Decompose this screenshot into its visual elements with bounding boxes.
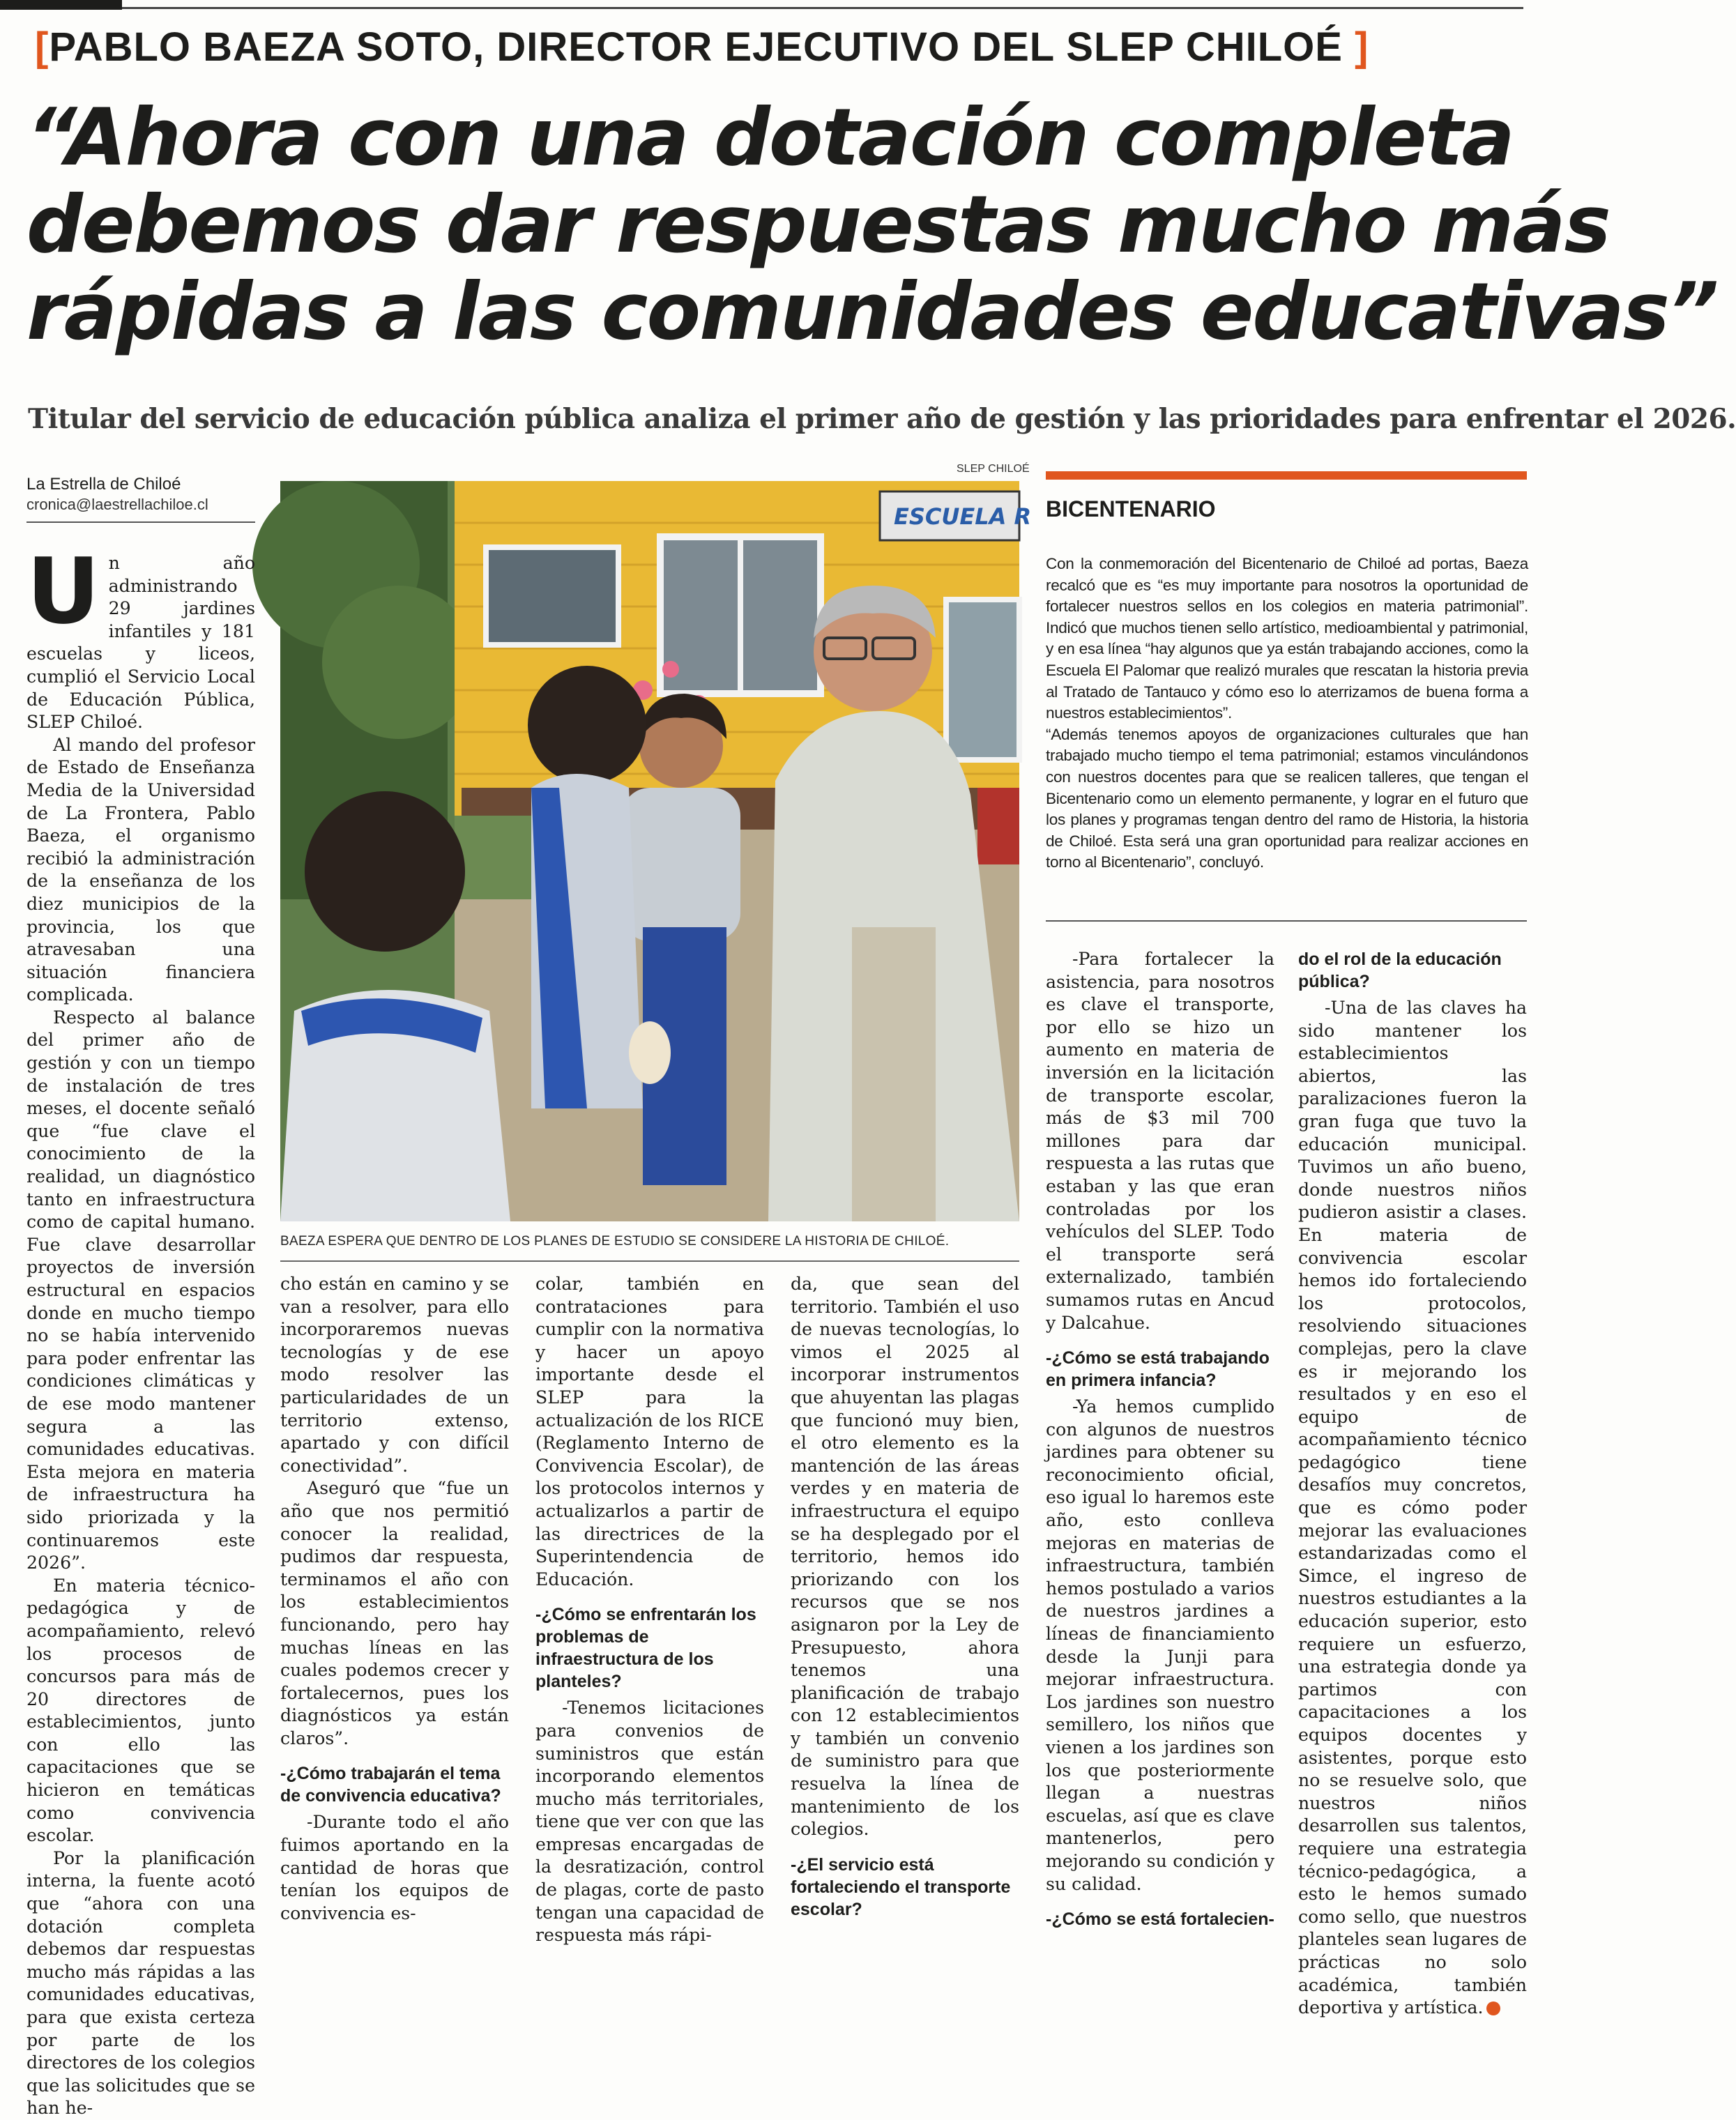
- paragraph: [1298, 997, 1527, 2020]
- column-6: [1298, 948, 1527, 2020]
- interview-question: -¿Cómo se está fortalecien-: [1046, 1909, 1274, 1930]
- sidebar-paragraph: “Además tenemos apoyos de organizaciones culturales que han trabajado mucho tiempo el tema patrimonial; estamos vinculándonos con nuestros docentes para que se realicen talleres, que tengan el Bicentenario como un elemento permanente, y lograr en el futuro que los planes y programas tengan dentro del ramo de Historia, la historia de Chiloé. Esta será una gran oportunidad para realizar acciones en torno al Bicentenario”, concluyó.: [1046, 725, 1528, 871]
- byline: [26, 474, 208, 514]
- interview-question: -¿Cómo trabajarán el tema de convivencia educativa?: [280, 1764, 501, 1806]
- top-rule: [122, 7, 1523, 9]
- paragraph-text: n año administrando 29 jardines infantiles y 181 escuelas y liceos, cumplió el Servicio Local de Educación Pública, SLEP Chiloé.: [26, 553, 255, 733]
- paragraph: cho están en camino y se van a resolver, para ello incorporaremos nuevas tecnologías y de ese modo resolver las particularidades de un territorio extenso, apartado y con difícil conectividad”.: [280, 1274, 509, 1476]
- paragraph: En materia técnico-pedagógica y de acompañamiento, relevó los procesos de concursos para más de 20 directores de establecimientos, junto con ello las capacitaciones que se hicieron en temáticas como convivencia escolar.: [26, 1575, 255, 1846]
- dropcap: U: [26, 538, 100, 644]
- paragraph: -Para fortalecer la asistencia, para nosotros es clave el transporte, por ello se hizo un aumento en materia de inversión en la licitación de transporte escolar, más de $3 mil 700 millones para dar respuesta a las rutas que estaban y las que eran controladas por los vehículos del SLEP. Todo el transporte será externalizado, también sumamos rutas en Ancud y Dalcahue.: [1046, 949, 1274, 1333]
- byline-rule: [26, 521, 255, 523]
- byline-name: La Estrella de Chiloé: [26, 475, 181, 494]
- kicker-open-bracket: [: [35, 24, 50, 70]
- paragraph: Aseguró que “fue un año que nos permitió conocer la realidad, pudimos dar respuesta, terminamos el año con los establecimientos funcionando, pero hay muchas líneas en las cuales podemos crecer y fortalecernos, pues los diagnósticos ya están claros”.: [280, 1478, 509, 1748]
- sidebar-bottom-rule: [1046, 920, 1527, 922]
- article-photo: [280, 481, 1032, 1221]
- interview-question: -¿Cómo se está trabajando en primera infancia?: [1046, 1348, 1270, 1391]
- paragraph: Al mando del profesor de Estado de Enseñanza Media de la Universidad de La Frontera, Pablo Baeza, el organismo recibió la administración de la enseñanza de los diez municipios de la provincia, los que atravesaban una situación financiera complicada.: [26, 734, 255, 1005]
- column-3: [535, 1273, 764, 1947]
- paragraph: Respecto al balance del primer año de gestión y con un tiempo de instalación de tres meses, el docente señaló que “fue clave el conocimiento de la realidad, un diagnóstico tanto en infraestructura como de capital humano. Fue clave desarrollar proyectos de inversión estructural en espacios donde en mucho tiempo no se había intervenido para poder enfrentar las condiciones climáticas y de ese modo mantener segura a las comunidades educativas. Esta mejora en materia de infraestructura ha sido priorizada y la continuaremos este 2026”.: [26, 1007, 255, 1573]
- photo-credit: SLEP CHILOÉ: [957, 463, 1030, 475]
- top-bar-block: [0, 0, 122, 10]
- kicker: [35, 24, 1369, 70]
- column-2: [280, 1273, 509, 1925]
- sidebar-paragraph: Con la conmemoración del Bicentenario de Chiloé ad portas, Baeza recalcó que es “es muy importante para nosotros la oportunidad de fortalecer nuestros sellos en los colegios en materia patrimonial”. Indicó que muchos tienen sello artístico, medioambiental y patrimonial, y en esa línea “hay algunos que ya están trabajando acciones, como la Escuela El Palomar que realizó murales que rescatan la historia previa al Tratado de Tantauco y cómo eso lo aterrizamos de buena forma a nuestros establecimientos”.: [1046, 555, 1528, 722]
- column-5: [1046, 948, 1274, 1935]
- photo-illustration: [280, 481, 1032, 1221]
- deck: Titular del servicio de educación pública analiza el primer año de gestión y las prioridades para enfrentar el 2026.: [28, 403, 1736, 435]
- paragraph: da, que sean del territorio. También el uso de nuevas tecnologías, lo vimos el 2025 al incorporar instrumentos que ahuyentan las plagas que funcionó muy bien, el otro elemento es la mantención de las áreas verdes y en materia de infraestructura el equipo se ha desplegado por el territorio, hemos ido priorizando con los recursos que se nos asignaron por la Ley de Presupuesto, ahora tenemos una planificación de trabajo con 12 establecimientos y también un convenio de suministro para que resuelva la línea de mantenimiento de los colegios.: [791, 1274, 1019, 1840]
- paragraph: -Durante todo el año fuimos aportando en la cantidad de horas que tenían los equipos de convivencia es-: [280, 1812, 509, 1923]
- paragraph: -Tenemos licitaciones para convenios de suministros que están incorporando elementos mucho más territoriales, tiene que ver con que las empresas encargadas de la desratización, control de plagas, corte de pasto tengan una capacidad de respuesta más rápi-: [535, 1698, 764, 1946]
- headline-line-3: rápidas a las comunidades educativas”: [26, 266, 1718, 358]
- headline-line-1: “Ahora con una dotación completa: [26, 91, 1514, 183]
- paragraph-text: -Una de las claves ha sido mantener los establecimientos abiertos, las paralizaciones fueron la gran fuga que tuvo la educación municipal. Tuvimos un año bueno, donde nuestros niños pudieron asistir a clases. En materia de convivencia escolar hemos ido fortaleciendo los protocolos, resolviendo situaciones complejas, pero la clave es ir mejorando los resultados y en eso el equipo de acompañamiento técnico pedagógico tiene desafíos muy concretos, que es cómo poder mejorar las evaluaciones estandarizadas como el Simce, el ingreso de nuestros estudiantes a la educación superior, esto requiere un esfuerzo, una estrategia donde ya partimos con capacitaciones a los equipos docentes y asistentes, porque esto no se resuelve solo, que nuestros niños desarrollen sus talentos, requiere una estrategia técnico-pedagógica, a esto le hemos sumado como sello, que nuestros planteles sean lugares de prácticas no solo académica, también deportiva y artística.: [1298, 998, 1527, 2018]
- caption-rule: [280, 1260, 1019, 1262]
- paragraph: [26, 538, 255, 734]
- kicker-text: PABLO BAEZA SOTO, DIRECTOR EJECUTIVO DEL SLEP CHILOÉ: [49, 24, 1343, 70]
- paragraph: Por la planificación interna, la fuente acotó que “ahora con una dotación completa debemos dar respuestas mucho más rápidas a las comunidades educativas, para que exista certeza por parte de los directores de los colegios que las solicitudes que se han he-: [26, 1847, 255, 2119]
- column-1: [26, 538, 255, 2120]
- headline-line-2: debemos dar respuestas mucho más: [26, 178, 1610, 270]
- photo-sign-text: ESCUELA R: [894, 503, 1032, 530]
- byline-email[interactable]: cronica@laestrellachiloe.cl: [26, 496, 208, 513]
- sidebar-title: BICENTENARIO: [1046, 496, 1216, 521]
- headline: [26, 91, 1718, 358]
- photo-caption: BAEZA ESPERA QUE DENTRO DE LOS PLANES DE ESTUDIO SE CONSIDERE LA HISTORIA DE CHILOÉ.: [280, 1234, 950, 1249]
- end-mark-icon: [1486, 2001, 1500, 2015]
- interview-question: -¿Cómo se enfrentarán los problemas de infraestructura de los planteles?: [535, 1605, 756, 1692]
- sidebar-accent-rule: [1046, 471, 1527, 480]
- interview-question: do el rol de la educación pública?: [1298, 950, 1502, 991]
- sidebar-text: [1046, 554, 1528, 874]
- kicker-close-bracket: ]: [1355, 24, 1369, 70]
- interview-question: -¿El servicio está fortaleciendo el transporte escolar?: [791, 1854, 1011, 1919]
- paragraph: colar, también en contrataciones para cumplir con la normativa y hacer un apoyo importante desde el SLEP para la actualización de los RICE (Reglamento Interno de Convivencia Escolar), de los protocolos internos y actualizarlos a partir de las directrices de la Superintendencia de Educación.: [535, 1274, 764, 1589]
- column-4: [791, 1273, 1019, 1925]
- paragraph: -Ya hemos cumplido con algunos de nuestros jardines para obtener su reconocimiento oficial, eso igual lo haremos este año, esto conlleva mejoras en materias de infraestructura, también hemos postulado a varios de nuestros jardines a líneas de financiamiento desde la Junji para mejorar infraestructura. Los jardines son nuestro semillero, los niños que vienen a los jardines son los que posteriormente llegan a nuestras escuelas, así que es clave mantenerlos, pero mejorando su condición y su calidad.: [1046, 1396, 1274, 1894]
